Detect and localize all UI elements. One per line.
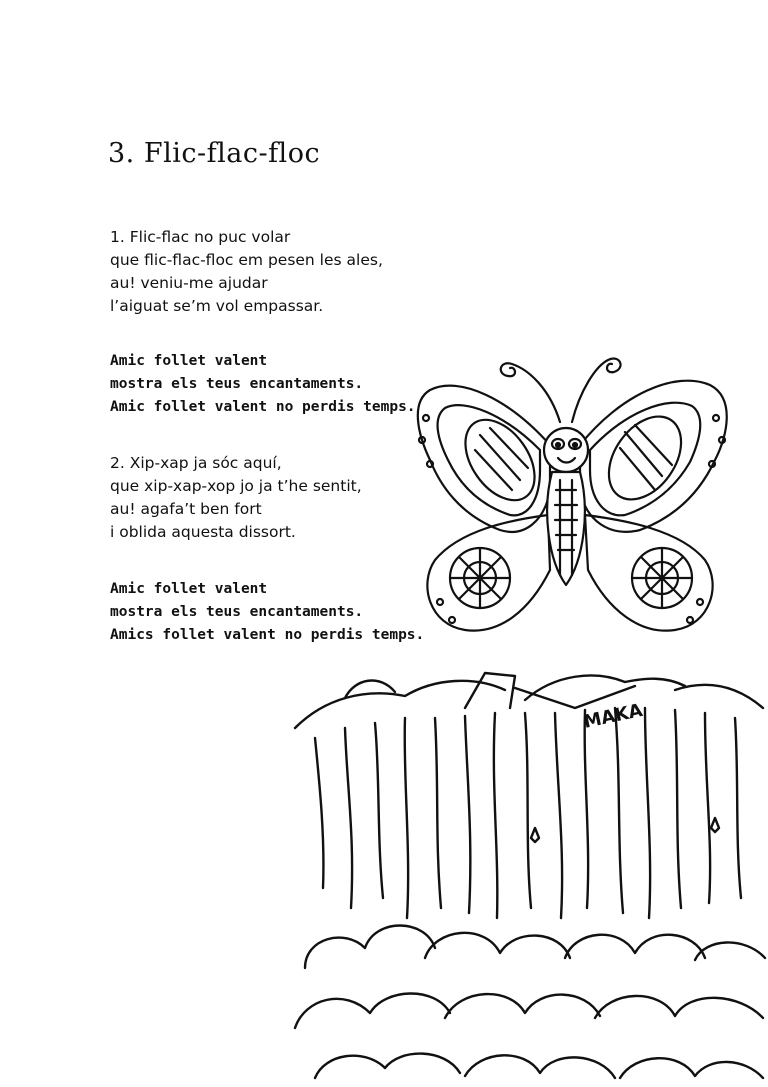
page-title: 3. Flic-flac-floc (108, 138, 321, 169)
verse-line: que xip-xap-xop jo ja t’he sentit, (110, 477, 362, 495)
chorus-line: Amic follet valent no perdis temps. (110, 399, 416, 415)
verse-line: 2. Xip-xap ja sóc aquí, (110, 454, 282, 472)
verse-line: que flic-flac-floc em pesen les ales, (110, 251, 383, 269)
chorus-line: Amics follet valent no perdis temps. (110, 627, 425, 643)
butterfly-illustration (400, 340, 745, 670)
verse-line: l’aiguat se’m vol empassar. (110, 297, 324, 315)
sign-text: MAKA (581, 699, 645, 733)
verse-1 (110, 226, 383, 318)
verse-line: au! agafa’t ben fort (110, 500, 262, 518)
verse-line: au! veniu-me ajudar (110, 274, 268, 292)
chorus-line: Amic follet valent (110, 581, 268, 597)
waterfall-illustration (285, 668, 768, 1087)
chorus-line: mostra els teus encantaments. (110, 376, 364, 392)
chorus-1 (110, 350, 416, 419)
verse-2 (110, 452, 362, 544)
chorus-2 (110, 578, 424, 647)
chorus-line: mostra els teus encantaments. (110, 604, 364, 620)
verse-line: 1. Flic-flac no puc volar (110, 228, 291, 246)
verse-line: i oblida aquesta dissort. (110, 523, 296, 541)
chorus-line: Amic follet valent (110, 353, 268, 369)
